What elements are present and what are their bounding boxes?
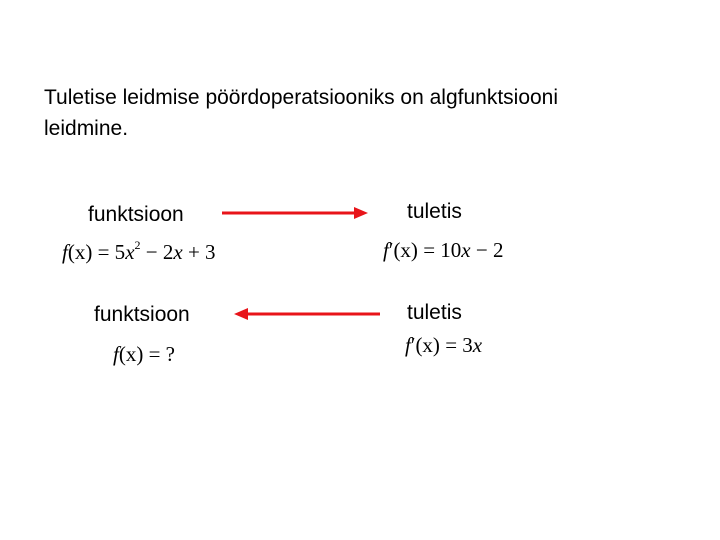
formula-prime: ′: [388, 238, 394, 262]
row1-function-formula: $f(x) = 5x^2 - 2x + 3$: [62, 238, 216, 264]
formula-function-name: f: [383, 238, 389, 262]
formula-function-name: f: [113, 342, 119, 366]
formula-function-name: f: [62, 240, 68, 264]
intro-line-1: Tuletise leidmise pöördoperatsiooniks on algfunktsiooni: [44, 86, 559, 109]
row2-function-label: funktsioon: [94, 303, 190, 326]
row1-function-label: funktsioon: [88, 203, 184, 226]
row2-derivative-formula: f′(x) = 3x: [405, 333, 483, 357]
row2-arrow-left-icon: [232, 304, 382, 324]
row1-derivative-formula: f′(x) = 10x − 2: [383, 238, 504, 262]
intro-text: [44, 82, 684, 144]
formula-function-name: f: [405, 333, 411, 357]
formula-exponent: 2: [134, 238, 141, 252]
row1-arrow-right-icon: [220, 203, 370, 223]
formula-prime: ′: [410, 333, 416, 357]
row2-derivative-label: tuletis: [407, 301, 462, 324]
row2-function-formula: f(x) = ?: [113, 342, 176, 366]
row1-derivative-label: tuletis: [407, 200, 462, 223]
intro-line-2: leidmine.: [44, 117, 129, 140]
